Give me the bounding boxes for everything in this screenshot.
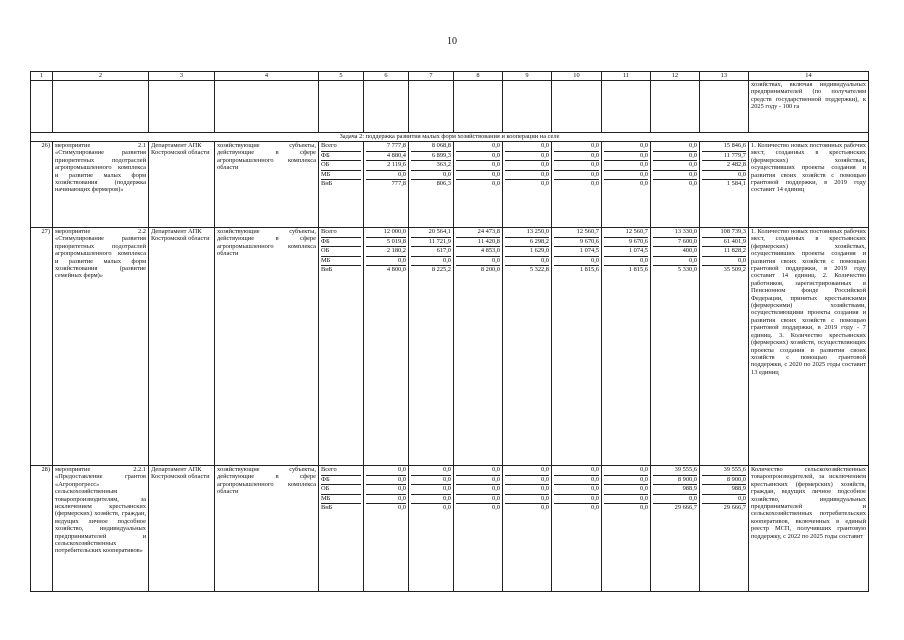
participants: хозяйствующие субъекты, действующие в сфере агропромышленного комплекса области — [215, 142, 319, 228]
year-values: 0,0 0,0 0,0 0,0 0,0 — [454, 142, 503, 228]
funding-sources: Всего ФБ ОБ МБ ВнБ — [319, 466, 364, 592]
row-number: 26) — [31, 142, 53, 228]
year-values: 0,0 0,0 0,0 0,0 0,0 — [503, 466, 552, 592]
carry-over-text: хозяйствах, включая индивидуальных предпринимателей (по получателям средств государственной поддержки), к 2025 году - 100 га — [749, 81, 869, 133]
executor: Департамент АПК Костромской области — [149, 466, 215, 592]
total-values: 39 555,6 8 900,0 988,9 0,0 29 666,7 — [700, 466, 749, 592]
year-values: 12 560,7 9 670,6 1 074,5 0,0 1 815,6 — [602, 228, 651, 466]
measure-name: мероприятие 2.1 «Стимулирование развития приоритетных подотраслей агропромышленного комплекса и развитие малых форм хозяйствования (поддержка начинающих фермеров)» — [53, 142, 149, 228]
header-cell: 5 — [319, 72, 364, 81]
total-values: 15 846,6 11 779,7 2 482,8 0,0 1 584,1 — [700, 142, 749, 228]
funding-sources: Всего ФБ ОБ МБ ВнБ — [319, 228, 364, 466]
header-cell: 2 — [53, 72, 149, 81]
table-row — [31, 466, 869, 592]
header-cell: 10 — [552, 72, 602, 81]
header-cell: 4 — [215, 72, 319, 81]
result-text: 1. Количество новых постоянных рабочих мест, созданных в крестьянских (фермерских) хозяйствах, осуществивших проекты создания и развития своих хозяйств с помощью грантовой поддержки, в 2019 году составит 14 единиц — [749, 142, 869, 228]
year-values: 0,0 0,0 0,0 0,0 0,0 — [454, 466, 503, 592]
year-values: 13 250,0 6 298,2 1 629,0 0,0 5 322,8 — [503, 228, 552, 466]
header-cell: 1 — [31, 72, 53, 81]
total-values: 108 739,3 61 401,9 11 828,2 0,0 35 509,2 — [700, 228, 749, 466]
task-row — [31, 133, 869, 142]
carry-over-row — [31, 81, 869, 133]
year-values: 13 330,0 7 600,0 400,0 0,0 5 330,0 — [651, 228, 700, 466]
year-values: 20 564,1 11 721,9 617,0 0,0 8 225,2 — [409, 228, 454, 466]
header-cell: 6 — [364, 72, 409, 81]
row-number: 27) — [31, 228, 53, 466]
participants: хозяйствующие субъекты, действующие в сфере агропромышленного комплекса области — [215, 228, 319, 466]
year-values: 8 068,8 6 899,3 363,2 0,0 806,3 — [409, 142, 454, 228]
header-cell: 7 — [409, 72, 454, 81]
year-values: 0,0 0,0 0,0 0,0 0,0 — [602, 142, 651, 228]
year-values: 39 555,6 8 900,0 988,9 0,0 29 666,7 — [651, 466, 700, 592]
result-text: Количество сельскохозяйственных товаропроизводителей, за исключением крестьянских (фермерских) хозяйств, граждан, ведущих личное подсобное хозяйство, индивидуальных предпринимателей и сельскохозяйственных потребительских кооперативов, включенных в единый реестр МСП, получивших грантовую поддержку, с 2022 по 2025 годы составит — [749, 466, 869, 592]
row-number: 28) — [31, 466, 53, 592]
header-cell: 11 — [602, 72, 651, 81]
task-heading: Задача 2: поддержка развития малых форм хозяйствования и кооперации на селе — [31, 133, 869, 142]
header-cell: 13 — [700, 72, 749, 81]
header-row — [31, 72, 869, 81]
year-values: 12 560,7 9 670,6 1 074,5 0,0 1 815,6 — [552, 228, 602, 466]
table-row — [31, 142, 869, 228]
header-cell: 8 — [454, 72, 503, 81]
header-cell: 9 — [503, 72, 552, 81]
year-values: 0,0 0,0 0,0 0,0 0,0 — [503, 142, 552, 228]
result-text: 1. Количество новых постоянных рабочих мест, созданных в крестьянских (фермерских) хозяйствах, осуществивших проекты создания и развития своих хозяйств с помощью грантовой поддержки, в 2019 году составит 14 единиц. 2. Количество работников, зарегистрированных в Пенсионном фонде Российской Федерации, принятых крестьянскими (фермерскими) хозяйствами, осуществляющими проекты создания и развития своих хозяйств с помощью грантовой поддержки, в 2019 году - 7 единиц. 3. Количество крестьянских (фермерских) хозяйств, осуществляющих проекты создания и развития своих хозяйств с помощью грантовой поддержки, с 2020 по 2025 годы составит 13 единиц — [749, 228, 869, 466]
year-values: 0,0 0,0 0,0 0,0 0,0 — [409, 466, 454, 592]
year-values: 0,0 0,0 0,0 0,0 0,0 — [651, 142, 700, 228]
year-values: 0,0 0,0 0,0 0,0 0,0 — [552, 142, 602, 228]
year-values: 7 777,8 4 880,4 2 119,6 0,0 777,8 — [364, 142, 409, 228]
header-cell: 3 — [149, 72, 215, 81]
program-table — [30, 71, 869, 592]
executor: Департамент АПК Костромской области — [149, 228, 215, 466]
year-values: 0,0 0,0 0,0 0,0 0,0 — [552, 466, 602, 592]
executor: Департамент АПК Костромской области — [149, 142, 215, 228]
year-values: 0,0 0,0 0,0 0,0 0,0 — [602, 466, 651, 592]
table-row — [31, 228, 869, 466]
header-cell: 14 — [749, 72, 869, 81]
year-values: 12 000,0 5 019,8 2 180,2 0,0 4 800,0 — [364, 228, 409, 466]
year-values: 0,0 0,0 0,0 0,0 0,0 — [364, 466, 409, 592]
header-cell: 12 — [651, 72, 700, 81]
funding-sources: Всего ФБ ОБ МБ ВнБ — [319, 142, 364, 228]
page-number: 10 — [447, 36, 457, 47]
participants: хозяйствующие субъекты, действующие в сфере агропромышленного комплекса области — [215, 466, 319, 592]
year-values: 24 473,8 11 420,8 4 853,0 0,0 8 200,0 — [454, 228, 503, 466]
measure-name: мероприятие 2.2 «Стимулирование развития приоритетных подотраслей агропромышленного комплекса и развитие малых форм хозяйствования (развитие семейных ферм)» — [53, 228, 149, 466]
measure-name: мероприятие 2.2.1 «Предоставление грантов «Агропрогресс» сельскохозяйственным товаропроизводителям, за исключением крестьянских (фермерских) хозяйств, граждан, ведущих личное подсобное хозяйство, индивидуальных предпринимателей и сельскохозяйственных потребительских кооперативов» — [53, 466, 149, 592]
